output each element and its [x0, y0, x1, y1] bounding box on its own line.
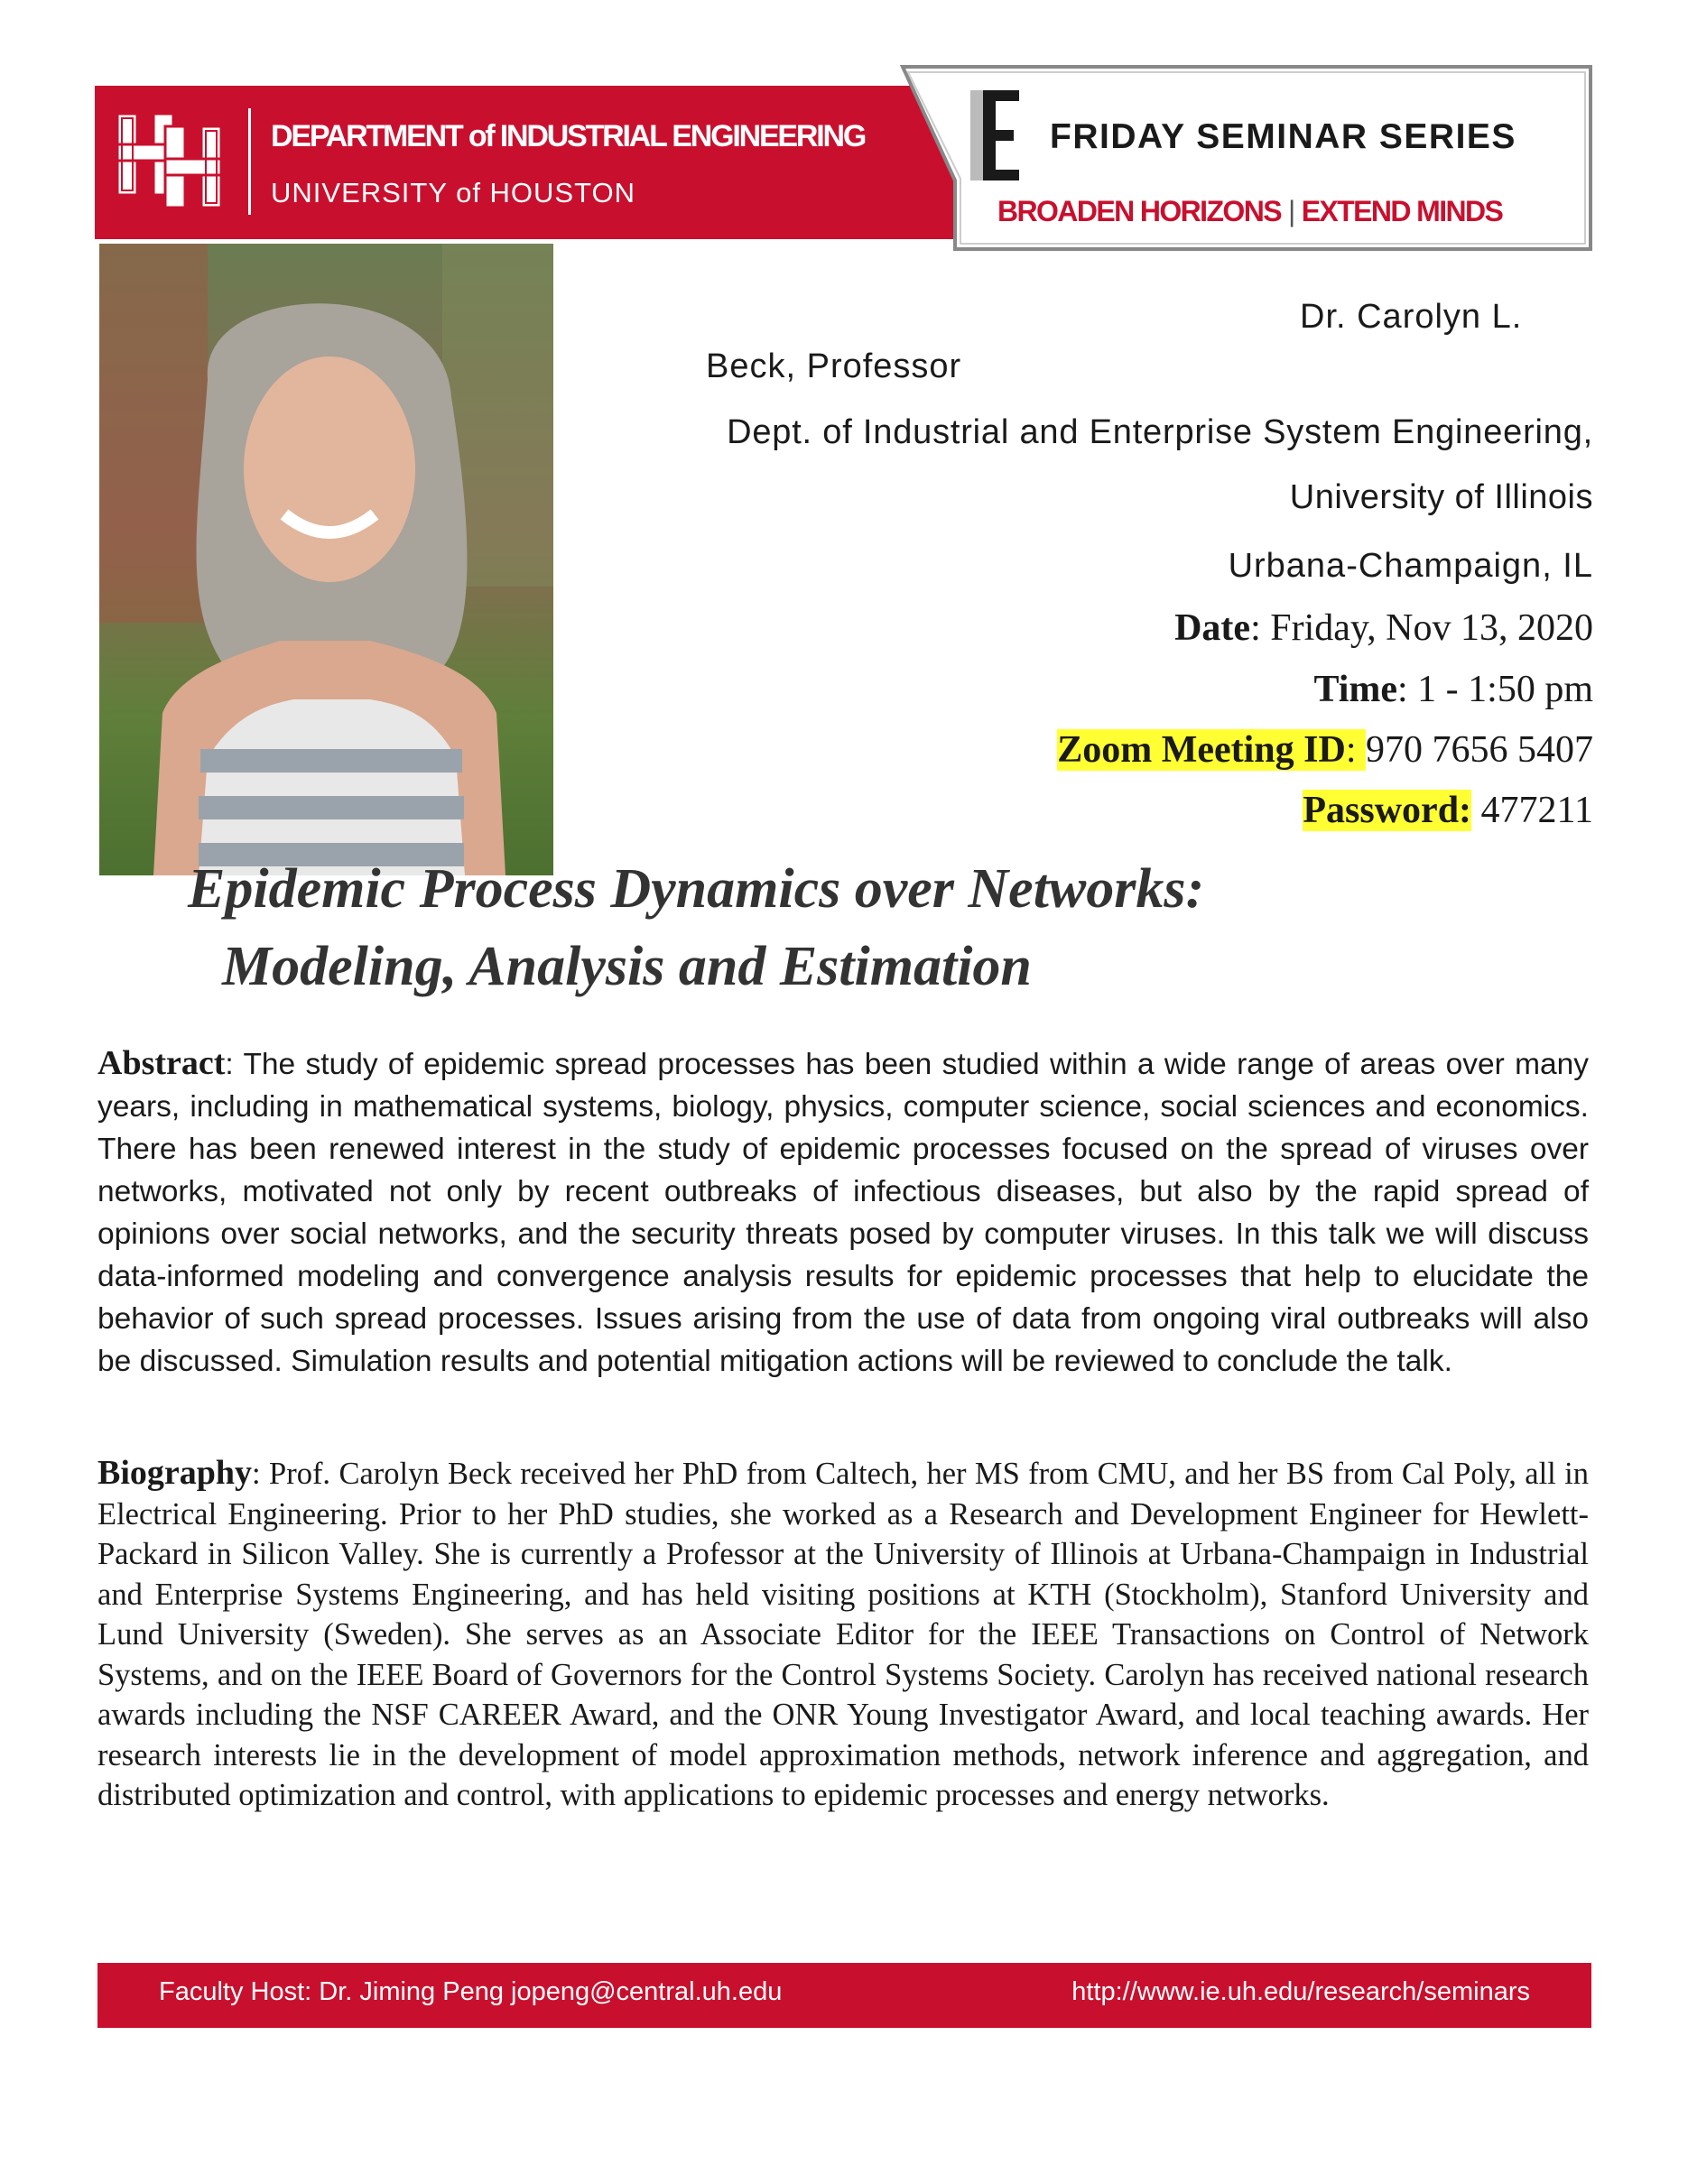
abstract-paragraph — [97, 1042, 1589, 1383]
date-label: Date — [1174, 607, 1251, 649]
series-tagline — [997, 195, 1502, 228]
tagline-separator: | — [1287, 195, 1294, 227]
abstract-label: Abstract — [97, 1044, 226, 1082]
tagline-left: BROADEN HORIZONS — [997, 195, 1281, 227]
time-label: Time — [1313, 669, 1397, 710]
department-name: DEPARTMENT of INDUSTRIAL ENGINEERING — [271, 119, 866, 153]
biography-label: Biography — [97, 1454, 253, 1492]
speaker-city: Urbana-Champaign, IL — [1228, 547, 1593, 585]
series-title: FRIDAY SEMINAR SERIES — [1050, 117, 1516, 156]
zoom-value: 970 7656 5407 — [1366, 729, 1593, 771]
password-value: 477211 — [1471, 790, 1593, 831]
logo-divider — [248, 108, 251, 215]
talk-title-line-2: Modeling, Analysis and Estimation — [222, 936, 1032, 997]
event-time — [1313, 668, 1593, 711]
speaker-university: University of Illinois — [1289, 478, 1593, 516]
faculty-host: Faculty Host: Dr. Jiming Peng jopeng@central.uh.edu — [159, 1977, 783, 2006]
speaker-name: Dr. Carolyn L. — [1300, 298, 1523, 336]
zoom-meeting-id — [1057, 728, 1593, 772]
speaker-photo — [99, 244, 553, 875]
tagline-right: EXTEND MINDS — [1301, 195, 1503, 227]
abstract-text: : The study of epidemic spread processes has been studied within a wide range of areas over many years, including in mathematical systems, biology, physics, computer science, social sciences and economics. There has been renewed interest in the study of epidemic processes focused on the spread of viruses over networks, motivated not only by recent outbreaks of infectious diseases, but also by the rapid spread of opinions over social networks, and the security threats posed by computer viruses. In this talk we will discuss data-informed modeling and convergence analysis results for epidemic processes that help to elucidate the behavior of such spread processes. Issues arising from the use of data from ongoing viral outbreaks will also be discussed. Simulation results and potential mitigation actions will be reviewed to conclude the talk. — [97, 1048, 1589, 1378]
zoom-password — [1303, 789, 1593, 832]
seminar-url-link[interactable]: http://www.ie.uh.edu/research/seminars — [1071, 1977, 1530, 2006]
university-name: UNIVERSITY of HOUSTON — [271, 177, 635, 208]
password-label: Password: — [1303, 790, 1472, 831]
ie-letter-icon — [970, 90, 1025, 180]
speaker-title: Beck, Professor — [706, 347, 962, 385]
speaker-department: Dept. of Industrial and Enterprise System Engineering, — [727, 413, 1593, 451]
zoom-separator: : — [1345, 729, 1366, 771]
footer-band — [97, 1963, 1591, 2028]
date-value: : Friday, Nov 13, 2020 — [1250, 607, 1593, 649]
talk-title-line-1: Epidemic Process Dynamics over Networks: — [188, 858, 1205, 920]
time-value: : 1 - 1:50 pm — [1397, 669, 1593, 710]
zoom-label: Zoom Meeting ID — [1057, 729, 1346, 771]
biography-text: : Prof. Carolyn Beck received her PhD from Caltech, her MS from CMU, and her BS from Cal Poly, all in Electrical Engineering. Prior to her PhD studies, she worked as a Research and Development Engineer for Hewlett-Packard in Silicon Valley. She is currently a Professor at the University of Illinois at Urbana-Champaign in Industrial and Enterprise Systems Engineering, and has held visiting positions at KTH (Stockholm), Stanford University and Lund University (Sweden). She serves as an Associate Editor for the IEEE Transactions on Control of Network Systems, and on the IEEE Board of Governors for the Control Systems Society. Carolyn has received national research awards including the NSF CAREER Award, and the ONR Young Investigator Award, and local teaching awards. Her research interests lie in the development of model approximation methods, network inference and aggregation, and distributed optimization and control, with applications to epidemic processes and energy networks. — [97, 1457, 1589, 1812]
biography-paragraph — [97, 1453, 1589, 1816]
uh-logo-icon — [113, 106, 226, 213]
event-date — [1174, 606, 1593, 650]
